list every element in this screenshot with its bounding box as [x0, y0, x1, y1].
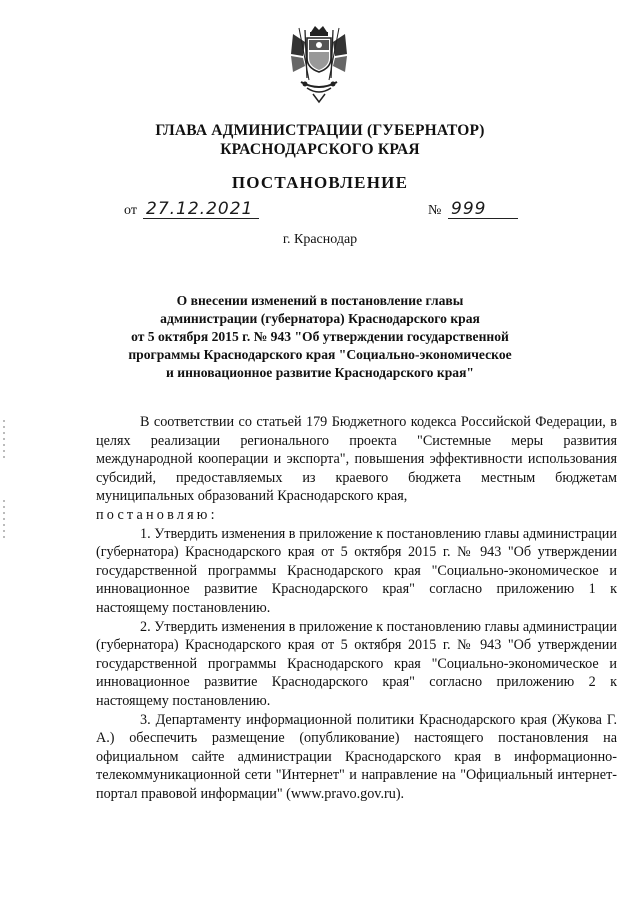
scan-margin-mark: [3, 420, 5, 460]
scan-margin-mark: [3, 500, 5, 540]
document-subject: [110, 292, 530, 382]
date-prefix: от: [124, 203, 137, 218]
handwritten-date: 27.12.2021: [146, 199, 254, 219]
city-name: г. Краснодар: [282, 232, 358, 247]
issuer-title-line-2: КРАСНОДАРСКОГО КРАЯ: [220, 141, 420, 158]
krasnodar-coat-of-arms-icon: [287, 22, 351, 106]
number-prefix: №: [428, 203, 442, 218]
item-1-paragraph: 1. Утвердить изменения в приложение к постановлению главы администрации (губернатора) Краснодарского края от 5 октября 2015 г. № 943 "Об утверждении государственной программы Краснодарского края "Социально-экономическое и инновационное развитие Краснодарского края" согласно приложению 1 к настоящему постановлению.: [96, 525, 617, 616]
subject-line: от 5 октября 2015 г. № 943 "Об утверждении государственной: [131, 329, 509, 344]
decree-word: постановляю:: [96, 506, 218, 523]
item-2-paragraph: 2. Утвердить изменения в приложение к постановлению главы администрации (губернатора) Краснодарского края от 5 октября 2015 г. № 943 "Об утверждении государственной программы Краснодарского края "Социально-экономическое и инновационное развитие Краснодарского края" согласно приложению 2 к настоящему постановлению.: [96, 618, 617, 709]
subject-line: программы Краснодарского края "Социально-экономическое: [128, 347, 512, 362]
handwritten-number: 999: [451, 199, 487, 219]
issuer-title-line-1: ГЛАВА АДМИНИСТРАЦИИ (ГУБЕРНАТОР): [155, 122, 485, 139]
subject-line: администрации (губернатора) Краснодарского края: [160, 311, 480, 326]
document-type-title: ПОСТАНОВЛЕНИЕ: [231, 173, 409, 192]
document-body: [96, 413, 617, 803]
item-3-paragraph: 3. Департаменту информационной политики Краснодарского края (Жукова Г. А.) обеспечить размещение (опубликование) настоящего постановления на официальном сайте администрации Краснодарского края в информационно-телекоммуникационной сети "Интернет" и направление на "Официальный интернет-портал правовой информации" (www.pravo.gov.ru).: [96, 711, 617, 802]
subject-line: О внесении изменений в постановление главы: [176, 293, 464, 308]
subject-line: и инновационное развитие Краснодарского края": [166, 365, 474, 380]
preamble-paragraph: В соответствии со статьей 179 Бюджетного кодекса Российской Федерации, в целях реализации регионального проекта "Системные меры развития международной кооперации и экспорта", повышения эффективности использования субсидий, предоставляемых из краевого бюджета местным бюджетам муниципальных образований Краснодарского края,: [96, 414, 617, 505]
